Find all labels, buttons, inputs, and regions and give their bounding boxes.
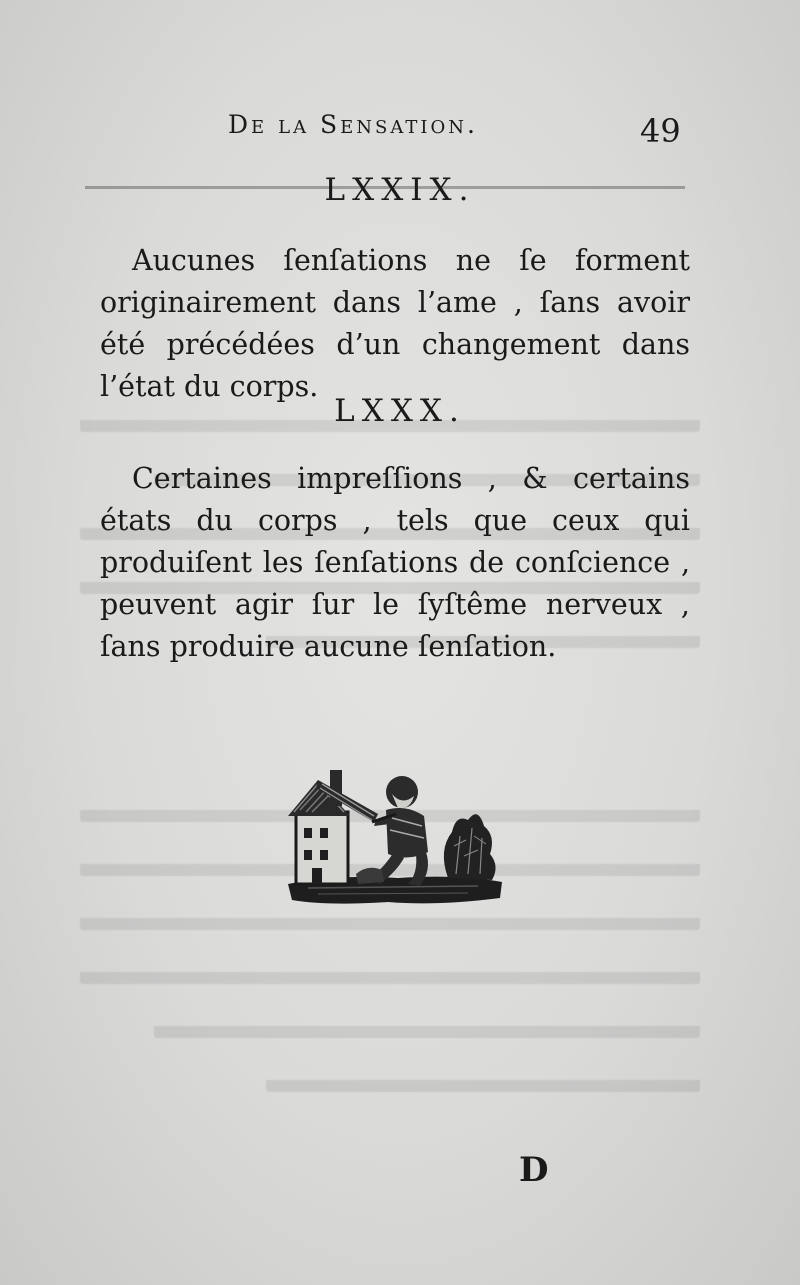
ghost-line	[154, 986, 700, 1038]
woodcut-child-playing-pipe-icon	[278, 766, 510, 916]
ghost-line	[266, 1040, 700, 1092]
ghost-line	[80, 932, 700, 984]
article-number: LXXX.	[334, 393, 466, 429]
signature-mark: D	[519, 1150, 549, 1190]
article-text: Certaines impreſſions , & certains états du corps , tels que ceux qui produiſent les ſenſations de conſcience , peuvent agir ſur le ſyſtême nerveux , ſans produire aucune ſenſation.	[100, 462, 690, 663]
ghost-gap	[80, 650, 700, 770]
article-text: Aucunes ſenſations ne ſe forment originairement dans l’ame , ſans avoir été précédées d’un changement dans l’état du corps.	[100, 244, 690, 403]
page-number: 49	[640, 112, 681, 150]
running-head: De la Sensation.	[228, 110, 478, 139]
article-number: LXXIX.	[324, 172, 476, 208]
